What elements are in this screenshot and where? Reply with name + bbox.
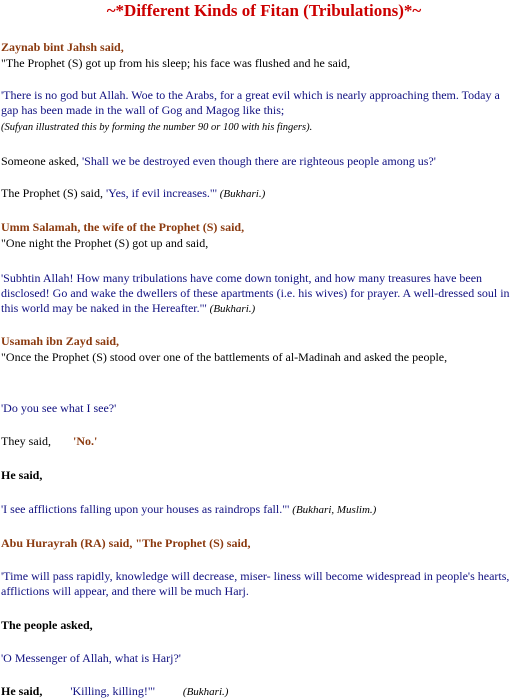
hadith4-source: (Bukhari.) (182, 686, 229, 698)
hadith2-quote (1, 271, 513, 317)
they-said-label: They said, (1, 434, 51, 448)
hadith3-source: (Bukhari, Muslim.) (292, 504, 377, 516)
hadith2-quote-text: 'Subhtin Allah! How many tribulations have come down tonight, and how many treasures have been disclosed! Go and wake the dwellers of these apartments (i.e. his wives) for prayer. A well-dressed soul in this world may be naked in the Hereafter."' (1, 271, 510, 315)
hadith4-he-said: He said, (1, 684, 43, 698)
hadith1-source: (Bukhari.) (216, 188, 266, 200)
hadith4-answer (1, 684, 228, 700)
hadith3-quote: 'Do you see what I see?' (1, 401, 117, 415)
narrator-zaynab: Zaynab bint Jahsh said, (1, 40, 124, 54)
asked-quote: 'Shall we be destroyed even though there are righteous people among us?' (81, 154, 436, 168)
hadith4-quote: 'Time will pass rapidly, knowledge will decrease, miser- liness will become widespread in people's hearts, afflictions will appear, and there will be much Harj. (1, 569, 510, 598)
hadith1-quote: 'There is no god but Allah. Woe to the Arabs, for a great evil which is nearly approaching them. Today a gap has been made in the wall of Gog and Magog like this; (1, 88, 500, 117)
hadith4-people-asked: The people asked, (1, 618, 93, 632)
they-said-no: 'No.' (73, 434, 98, 448)
hadith2-source: (Bukhari.) (209, 303, 256, 315)
hadith3-final (1, 502, 376, 518)
reply-prefix: The Prophet (S) said, (1, 186, 106, 200)
hadith1-asked (1, 154, 436, 169)
reply-quote: 'Yes, if evil increases."' (105, 186, 217, 200)
hadith3-he-said: He said, (1, 468, 43, 482)
hadith3-intro: "Once the Prophet (S) stood over one of the battlements of al-Madinah and asked the people, (1, 350, 448, 364)
asked-prefix: Someone asked, (1, 154, 82, 168)
hadith4-question: 'O Messenger of Allah, what is Harj?' (1, 651, 181, 665)
narrator-abu-hurayrah: Abu Hurayrah (RA) said, "The Prophet (S) said, (1, 536, 251, 550)
hadith1-intro: "The Prophet (S) got up from his sleep; his face was flushed and he said, (1, 56, 351, 70)
hadith4-answer-quote: 'Killing, killing!"' (70, 684, 155, 698)
narrator-usamah: Usamah ibn Zayd said, (1, 334, 120, 348)
hadith2-intro: "One night the Prophet (S) got up and said, (1, 236, 209, 250)
hadith1-note: (Sufyan illustrated this by forming the number 90 or 100 with his fingers). (1, 122, 313, 133)
page-title: ~*Different Kinds of Fitan (Tribulations)*~ (106, 1, 422, 20)
hadith3-final-quote: 'I see afflictions falling upon your houses as raindrops fall."' (1, 502, 290, 516)
hadith1-reply (1, 186, 265, 202)
narrator-umm-salamah: Umm Salamah, the wife of the Prophet (S) said, (1, 220, 245, 234)
hadith3-they-said (1, 434, 97, 449)
